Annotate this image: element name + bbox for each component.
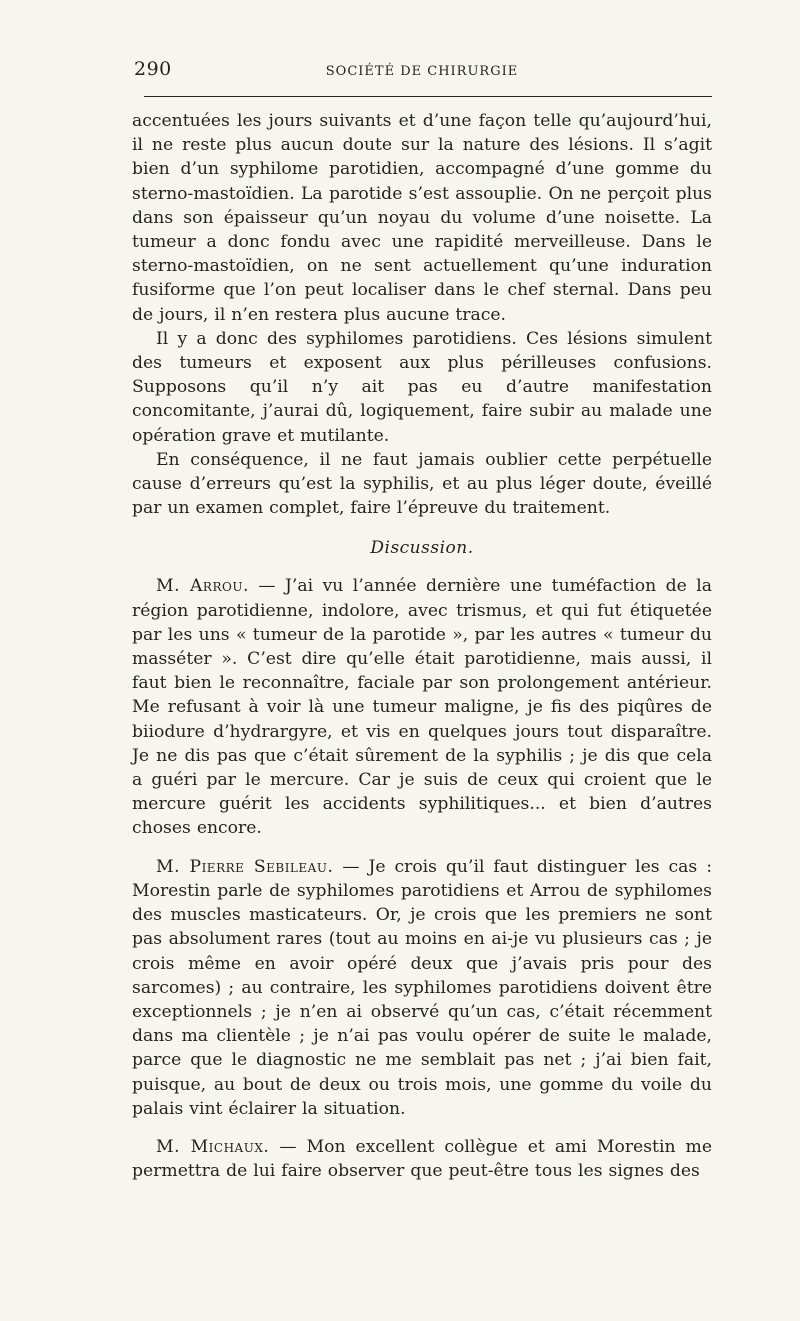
discussion-heading: Discussion. xyxy=(370,538,474,559)
paragraph-conclusion: Il y a donc des syphilomes parotidiens. Ces lésions simulent des tumeurs et exposent aux plus périlleuses confusions. Supposons qu’il n’y ait pas eu d’autre manifestation concomitante, j’aurai dû, logiquement, faire subir au malade une opération grave et mutilante. xyxy=(132,328,712,446)
speaker-name: M. Pierre Sebileau. xyxy=(156,856,334,877)
speaker-name: M. Arrou. xyxy=(156,576,249,597)
intervention-arrou xyxy=(132,574,712,840)
paragraph-consequence: En conséquence, il ne faut jamais oublier cette perpétuelle cause d’erreurs qu’est la syphilis, et au plus léger doute, éveillé par un examen complet, faire l’épreuve du traitement. xyxy=(132,449,712,519)
paragraph-case-evolution: accentuées les jours suivants et d’une façon telle qu’aujourd’hui, il ne reste plus aucun doute sur la nature des lésions. Il s’agit bien d’un syphilome parotidien, accompagné d’une gomme du sterno-mastoïdien. La parotide s’est assouplie. On ne perçoit plus dans son épaisseur qu’un noyau du volume d’une noisette. La tumeur a donc fondu avec une rapidité merveilleuse. Dans le sterno-mastoïdien, on ne sent actuellement qu’une induration fusiforme que l’on peut localiser dans le chef sternal. Dans peu de jours, il n’en restera plus aucune trace. xyxy=(132,111,712,325)
page-number: 290 xyxy=(134,58,172,80)
intervention-text: — Je crois qu’il faut distinguer les cas : Morestin parle de syphilomes parotidiens et Arrou de syphilomes des muscles masticateurs. Or, je crois que les premiers ne sont pas absolument rares (tout au moins en ai-je vu plusieurs cas ; je crois même en avoir opéré deux que j’avais pris pour des sarcomes) ; au contraire, les syphilomes parotidiens doivent être exceptionnels ; je n’en ai observé qu’un cas, c’était récemment dans ma clientèle ; je n’ai pas voulu opérer de suite le malade, parce que le diagnostic ne me semblait pas net ; j’ai bien fait, puisque, au bout de deux ou trois mois, une gomme du voile du palais vint éclairer la situation. xyxy=(132,856,712,1119)
paragraph-gap xyxy=(132,1121,712,1135)
intervention-text: — J’ai vu l’année dernière une tuméfaction de la région parotidienne, indolore, avec trismus, et qui fut étiquetée par les uns « tumeur de la parotide », par les autres « tumeur du masséter ». C’est dire qu’elle était parotidienne, mais aussi, il faut bien le reconnaître, faciale par son prolongement antérieur. Me refusant à voir là une tumeur maligne, je fis des piqûres de biiodure d’hydrargyre, et vis en quelques jours tout disparaître. Je ne dis pas que c’était sûrement de la syphilis ; je dis que cela a guéri par le mercure. Car je suis de ceux qui croient que le mercure guérit les accidents syphilitiques... et bien d’autres choses encore. xyxy=(132,576,712,839)
page-header xyxy=(132,58,712,88)
intervention-sebileau xyxy=(132,855,712,1121)
header-rule xyxy=(144,96,712,97)
intervention-michaux xyxy=(132,1135,712,1183)
speaker-name: M. Michaux. xyxy=(156,1136,270,1157)
running-title: SOCIÉTÉ DE CHIRURGIE xyxy=(325,64,519,79)
intervention-text: — Mon excellent collègue et ami Morestin me permettra de lui faire observer que peut-être tous les signes des xyxy=(132,1136,712,1182)
paragraph-gap xyxy=(132,841,712,855)
book-page xyxy=(132,58,712,1183)
